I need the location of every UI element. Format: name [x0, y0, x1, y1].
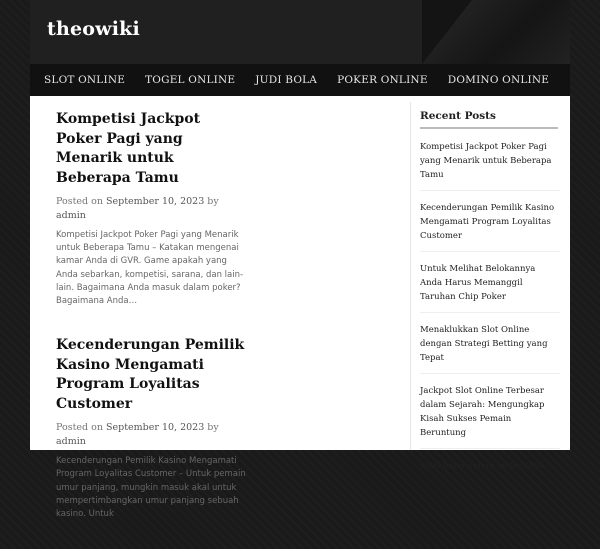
recent-post-item [420, 323, 560, 374]
site-title[interactable]: theowiki [47, 18, 140, 40]
post-list [56, 110, 246, 549]
recent-posts-list [420, 140, 560, 491]
sidebar [410, 96, 570, 471]
recent-post-link[interactable]: situs togel online terpercaya [420, 461, 544, 471]
recent-post-item [420, 459, 560, 481]
post-date-link[interactable]: September 10, 2023 [106, 422, 205, 434]
main-navigation [30, 64, 570, 96]
recent-post-item [420, 384, 560, 449]
post-date-link[interactable]: September 10, 2023 [106, 196, 205, 207]
posted-on-label: Posted on [56, 196, 103, 207]
post-author-link[interactable]: admin [56, 436, 86, 448]
by-label: by [207, 196, 219, 207]
post-meta [56, 195, 246, 223]
recent-post-link[interactable]: Kecenderungan Pemilik Kasino Mengamati Program Loyalitas Customer [420, 203, 555, 241]
post-title[interactable]: Kompetisi Jackpot Poker Pagi yang Menarik untuk Beberapa Tamu [56, 111, 201, 186]
recent-posts-title: Recent Posts [420, 110, 558, 129]
nav-item-slot-online[interactable]: SLOT ONLINE [44, 74, 126, 86]
recent-post-link[interactable]: Menaklukkan Slot Online dengan Strategi Betting yang Tepat [420, 325, 548, 363]
content-area [30, 96, 570, 520]
nav-item-poker-online[interactable]: POKER ONLINE [337, 74, 428, 86]
post-entry [56, 110, 246, 308]
nav-item-domino-online[interactable]: DOMINO ONLINE [447, 74, 550, 86]
by-label: by [207, 422, 219, 434]
recent-post-link[interactable]: Jackpot Slot Online Terbesar dalam Sejarah: Mengungkap Kisah Sukses Pemain Beruntung [420, 386, 545, 438]
post-excerpt: Kecenderungan Pemilik Kasino Mengamati Program Loyalitas Customer – Untuk pemain umur panjang, mungkin masuk akal untuk mempertimbangkan umur panjang sebuah kasino. Untuk [56, 456, 246, 520]
post-entry [56, 336, 246, 521]
post-meta [56, 421, 246, 449]
recent-post-item [420, 262, 560, 313]
sidebar-divider [410, 102, 411, 450]
posted-on-label: Posted on [56, 422, 103, 434]
recent-post-item [420, 201, 560, 252]
recent-post-item [420, 140, 560, 191]
site-header [30, 0, 570, 64]
post-author-link[interactable]: admin [56, 210, 86, 221]
post-title[interactable]: Kecenderungan Pemilik Kasino Mengamati Program Loyalitas Customer [56, 337, 245, 412]
header-image [422, 0, 570, 64]
nav-item-judi-bola[interactable]: JUDI BOLA [255, 74, 318, 86]
recent-post-link[interactable]: Kompetisi Jackpot Poker Pagi yang Menarik untuk Beberapa Tamu [420, 142, 552, 180]
post-excerpt: Kompetisi Jackpot Poker Pagi yang Menarik untuk Beberapa Tamu – Katakan mengenai kamar Anda di GVR. Game apakah yang Anda sebarkan, kompetisi, sarana, dan lain-lain. Bagaimana Anda masuk dalam poker? Bagaimana Anda… [56, 230, 244, 307]
nav-item-togel-online[interactable]: TOGEL ONLINE [145, 74, 236, 86]
recent-post-link[interactable]: Untuk Melihat Belokannya Anda Harus Memanggil Taruhan Chip Poker [420, 264, 536, 302]
